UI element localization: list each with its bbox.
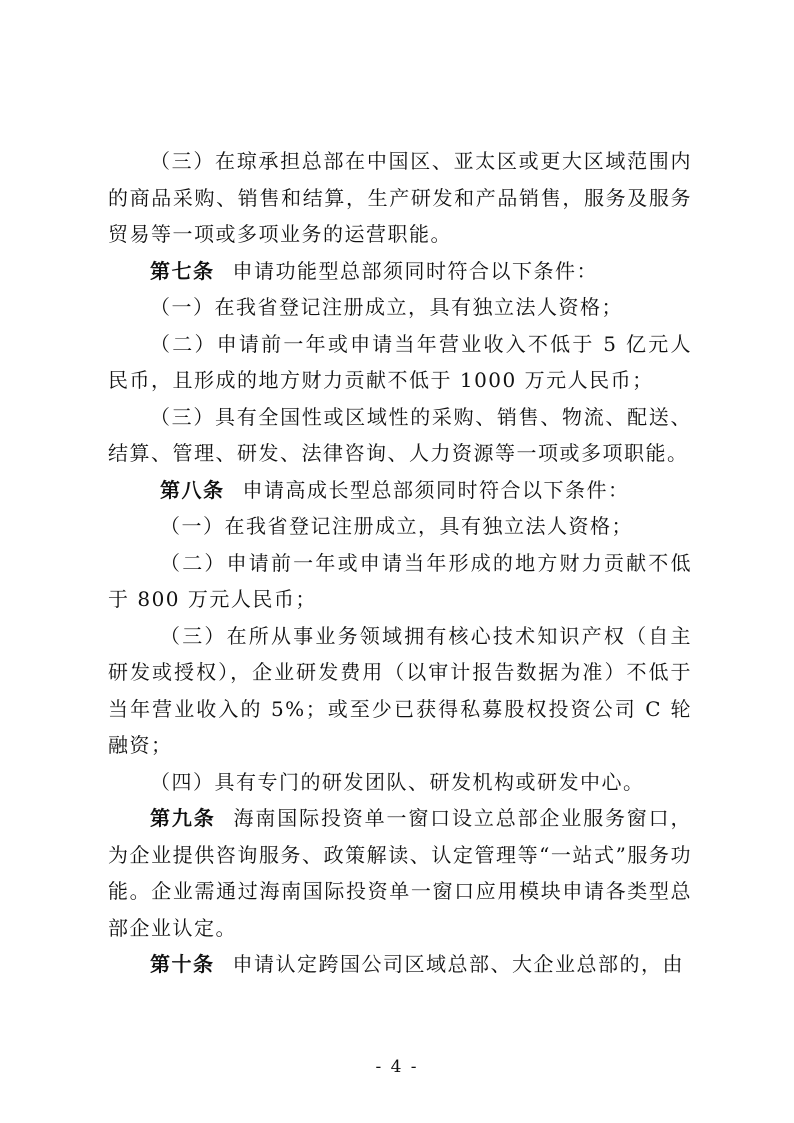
article-7-heading: 第七条 bbox=[150, 258, 215, 283]
article-9-heading: 第九条 bbox=[150, 806, 216, 830]
paragraph-text: （一）在我省登记注册成立，具有独立法人资格； bbox=[160, 514, 633, 538]
article-9-paragraph bbox=[108, 800, 692, 946]
paragraph-text: （二）申请前一年或申请当年形成的地方财力贡献不低于 800 万元人民币； bbox=[108, 550, 692, 611]
article-8-clause-3 bbox=[108, 618, 692, 764]
article-7-clause-1 bbox=[108, 289, 692, 326]
article-8-clause-2 bbox=[108, 545, 692, 618]
paragraph-text: （四）具有专门的研发团队、研发机构或研发中心。 bbox=[150, 769, 645, 794]
paragraph-text: 申请高成长型总部须同时符合以下条件： bbox=[242, 477, 630, 502]
document-body bbox=[108, 143, 692, 983]
article-7-clause-2 bbox=[108, 326, 692, 399]
article-8-clause-4 bbox=[108, 764, 692, 801]
paragraph-text: （三）具有全国性或区域性的采购、销售、物流、配送、结算、管理、研发、法律咨询、人力资源等一项或多项职能。 bbox=[108, 404, 692, 465]
article-7-clause-3 bbox=[108, 399, 692, 472]
article-10-heading: 第十条 bbox=[150, 952, 215, 976]
article-7-paragraph bbox=[108, 253, 692, 290]
paragraph-text: 申请功能型总部须同时符合以下条件： bbox=[232, 258, 598, 283]
paragraph-text: 申请认定跨国公司区域总部、大企业总部的，由 bbox=[232, 952, 684, 976]
paragraph-clause-3-regional-operations bbox=[108, 143, 692, 253]
paragraph-text: （二）申请前一年或申请当年营业收入不低于 5 亿元人民币，且形成的地方财力贡献不低于 1000 万元人民币； bbox=[108, 331, 692, 392]
article-10-paragraph bbox=[108, 946, 692, 983]
article-8-clause-1 bbox=[108, 508, 692, 545]
article-8-heading: 第八条 bbox=[160, 477, 225, 502]
article-8-paragraph bbox=[108, 472, 692, 509]
page-number: - 4 - bbox=[375, 1057, 419, 1077]
paragraph-text: （一）在我省登记注册成立，具有独立法人资格； bbox=[150, 295, 623, 319]
paragraph-text: （三）在琼承担总部在中国区、亚太区或更大区域范围内的商品采购、销售和结算，生产研发和产品销售，服务及服务贸易等一项或多项业务的运营职能。 bbox=[108, 149, 692, 246]
paragraph-text: （三）在所从事业务领域拥有核心技术知识产权（自主研发或授权），企业研发费用（以审计报告数据为准）不低于当年营业收入的 5%；或至少已获得私募股权投资公司 C 轮融资； bbox=[108, 623, 692, 757]
paragraph-text: 海南国际投资单一窗口设立总部企业服务窗口，为企业提供咨询服务、政策解读、认定管理等“一站式”服务功能。企业需通过海南国际投资单一窗口应用模块申请各类型总部企业认定。 bbox=[108, 806, 693, 940]
